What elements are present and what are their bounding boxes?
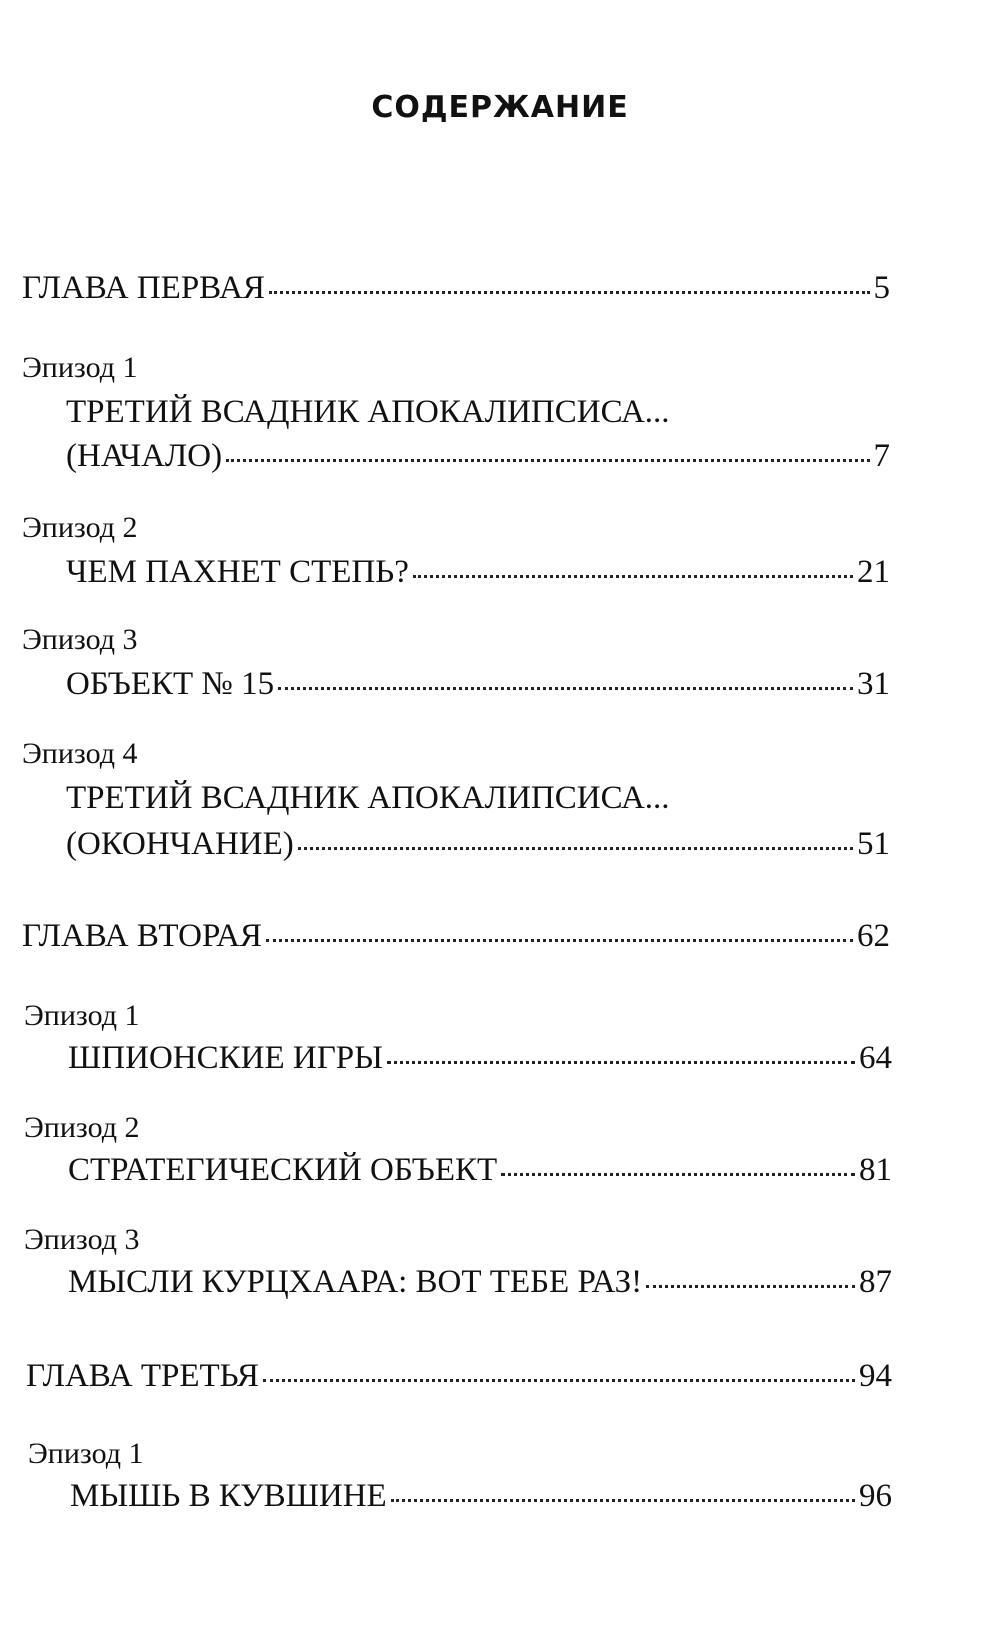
toc-entry-ch2-ep2[interactable] <box>68 1150 892 1190</box>
episode-label: Эпизод 2 <box>22 511 138 544</box>
episode-label: Эпизод 1 <box>28 1437 144 1470</box>
episode-label: Эпизод 4 <box>22 737 138 770</box>
leader-dots <box>278 687 853 690</box>
page-number: 62 <box>857 918 890 954</box>
episode-title: МЫСЛИ КУРЦХААРА: ВОТ ТЕБЕ РАЗ! <box>68 1264 643 1300</box>
page-number: 64 <box>859 1040 892 1076</box>
page-number: 31 <box>857 666 890 702</box>
episode-label: Эпизод 2 <box>24 1111 140 1144</box>
toc-entry-ch2-ep3[interactable] <box>68 1262 892 1302</box>
episode-label: Эпизод 1 <box>22 351 138 384</box>
toc-entry-ch2-ep1[interactable] <box>68 1038 892 1078</box>
episode-title: ЧЕМ ПАХНЕТ СТЕПЬ? <box>66 554 409 590</box>
leader-dots <box>413 575 853 578</box>
leader-dots <box>266 939 853 942</box>
toc-entry-ch1-ep1[interactable] <box>66 436 890 476</box>
toc-chapter-3[interactable] <box>26 1356 892 1396</box>
page-number: 21 <box>857 554 890 590</box>
episode-title: (НАЧАЛО) <box>66 438 223 474</box>
toc-chapter-2[interactable] <box>22 916 890 956</box>
leader-dots <box>646 1285 855 1288</box>
leader-dots <box>387 1061 855 1064</box>
page-number: 94 <box>859 1358 892 1394</box>
chapter-title: ГЛАВА ТРЕТЬЯ <box>26 1358 259 1394</box>
page-number: 81 <box>859 1152 892 1188</box>
leader-dots <box>263 1379 855 1382</box>
toc-entry-ch1-ep4[interactable] <box>66 824 890 864</box>
page-number: 7 <box>873 438 890 474</box>
episode-label: Эпизод 3 <box>22 623 138 656</box>
chapter-title: ГЛАВА ВТОРАЯ <box>22 918 262 954</box>
episode-label: Эпизод 1 <box>24 999 140 1032</box>
episode-title: МЫШЬ В КУВШИНЕ <box>70 1478 387 1514</box>
leader-dots <box>391 1499 855 1502</box>
episode-title-line1: ТРЕТИЙ ВСАДНИК АПОКАЛИПСИСА... <box>66 394 670 430</box>
toc-entry-ch1-ep3[interactable] <box>66 664 890 704</box>
leader-dots <box>269 291 870 294</box>
episode-title: ШПИОНСКИЕ ИГРЫ <box>68 1040 383 1076</box>
page-number: 5 <box>873 270 890 306</box>
episode-title: ОБЪЕКТ № 15 <box>66 666 275 702</box>
episode-title: (ОКОНЧАНИЕ) <box>66 826 294 862</box>
toc-entry-ch1-ep2[interactable] <box>66 552 890 592</box>
page-number: 51 <box>857 826 890 862</box>
page-number: 96 <box>859 1478 892 1514</box>
page-number: 87 <box>859 1264 892 1300</box>
chapter-title: ГЛАВА ПЕРВАЯ <box>22 270 265 306</box>
leader-dots <box>298 847 853 850</box>
toc-chapter-1[interactable] <box>22 268 890 308</box>
episode-label: Эпизод 3 <box>24 1223 140 1256</box>
leader-dots <box>226 459 869 462</box>
episode-title: СТРАТЕГИЧЕСКИЙ ОБЪЕКТ <box>68 1152 498 1188</box>
toc-title: СОДЕРЖАНИЕ <box>371 90 629 125</box>
toc-entry-ch3-ep1[interactable] <box>70 1476 892 1516</box>
leader-dots <box>501 1173 855 1176</box>
episode-title-line1: ТРЕТИЙ ВСАДНИК АПОКАЛИПСИСА... <box>66 780 670 816</box>
